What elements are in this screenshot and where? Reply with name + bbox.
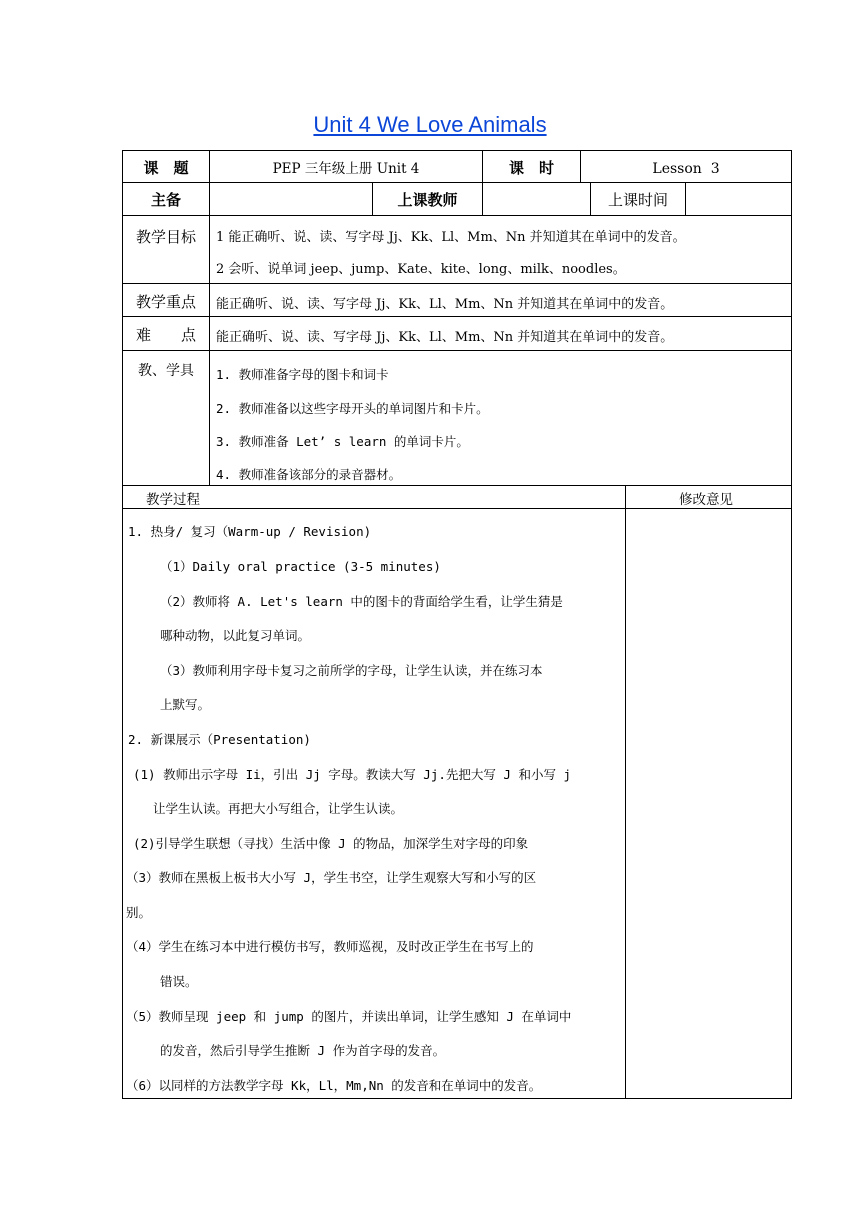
process-line: （2）教师将 A. Let's learn 中的图卡的背面给学生看，让学生猜是: [160, 594, 563, 609]
class-time-label: 上课时间: [607, 191, 668, 209]
process-line: （4）学生在练习本中进行模仿书写，教师巡视，及时改正学生在书写上的: [126, 939, 534, 954]
document-title: Unit 4 We Love Animals: [313, 112, 547, 137]
process-line: （1）Daily oral practice (3-5 minutes): [160, 559, 441, 574]
tools-item: 4. 教师准备该部分的录音器材。: [216, 467, 402, 482]
process-line: 让学生认读。再把大小写组合，让学生认读。: [153, 801, 404, 816]
process-line: 哪种动物，以此复习单词。: [160, 628, 311, 643]
key-points-text: 能正确听、说、读、写字母 Jj、Kk、Ll、Mm、Nn 并知道其在单词中的发音。: [216, 297, 674, 312]
process-line: 1. 热身/ 复习（Warm-up / Revision): [128, 524, 372, 539]
key-points-label: 教学重点: [135, 293, 196, 311]
process-header: 教学过程: [146, 492, 200, 508]
goal-line-1: 1 能正确听、说、读、写字母 Jj、Kk、Ll、Mm、Nn 并知道其在单词中的发音。: [216, 230, 686, 245]
process-line: （3）教师利用字母卡复习之前所学的字母，让学生认读，并在练习本: [160, 663, 543, 678]
process-line: 的发音，然后引导学生推断 J 作为首字母的发音。: [160, 1043, 446, 1058]
goals-label: 教学目标: [135, 228, 196, 246]
topic-value: PEP 三年级上册 Unit 4: [272, 161, 420, 177]
process-line: （3）教师在黑板上板书大小写 J，学生书空，让学生观察大写和小写的区: [126, 870, 537, 885]
tools-label: 教、学具: [138, 363, 194, 379]
tools-item: 2. 教师准备以这些字母开头的单词图片和卡片。: [216, 401, 489, 416]
difficulty-text: 能正确听、说、读、写字母 Jj、Kk、Ll、Mm、Nn 并知道其在单词中的发音。: [216, 330, 674, 345]
process-line: 别。: [126, 905, 152, 920]
tools-item: 3. 教师准备 Let’ s learn 的单词卡片。: [216, 434, 469, 449]
topic-label: 课 题: [143, 159, 189, 177]
process-line: 错误。: [160, 974, 198, 989]
tools-item: 1. 教师准备字母的图卡和词卡: [216, 367, 389, 382]
revision-header: 修改意见: [679, 492, 733, 508]
process-line: （5）教师呈现 jeep 和 jump 的图片，并读出单词，让学生感知 J 在单词中: [126, 1009, 572, 1024]
process-line: (2)引导学生联想（寻找）生活中像 J 的物品，加深学生对字母的印象: [133, 836, 529, 851]
process-line: 上默写。: [160, 697, 211, 712]
period-value: Lesson 3: [652, 161, 720, 177]
process-line: （6）以同样的方法教学字母 Kk，Ll，Mm,Nn 的发音和在单词中的发音。: [126, 1078, 542, 1093]
process-line: 2. 新课展示（Presentation): [128, 732, 311, 747]
difficulty-label: 难 点: [135, 326, 196, 344]
process-line: (1) 教师出示字母 Ii，引出 Jj 字母。教读大写 Jj.先把大写 J 和小写 j: [133, 767, 572, 782]
period-label: 课 时: [508, 159, 554, 177]
class-teacher-label: 上课教师: [397, 191, 458, 209]
prep-teacher-label: 主备: [150, 191, 181, 209]
goal-line-2: 2 会听、说单词 jeep、jump、Kate、kite、long、milk、noodles。: [216, 262, 626, 277]
